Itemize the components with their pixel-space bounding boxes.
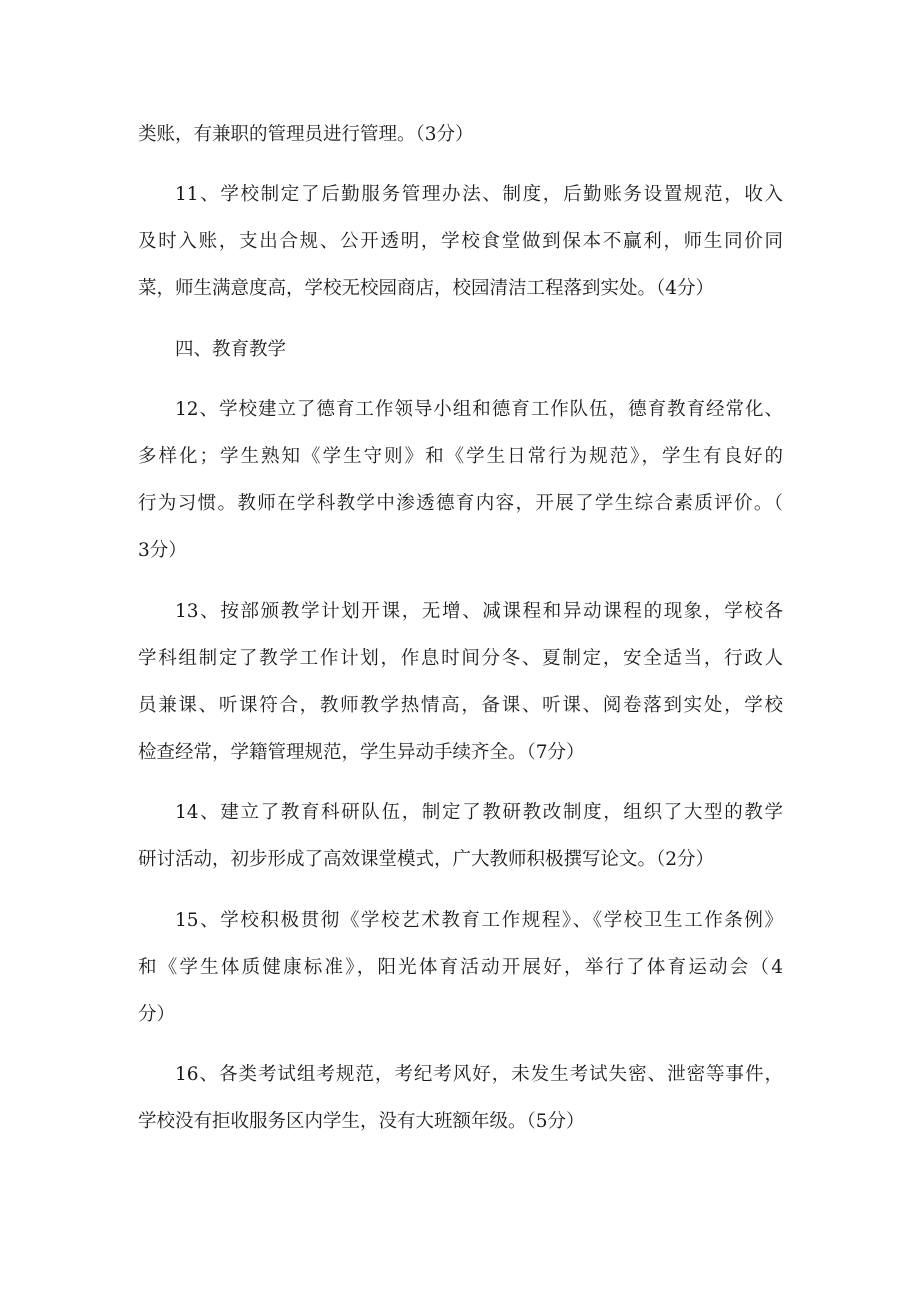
item-16-line-1: 16、各类考试组考规范，考纪考风好，未发生考试失密、泄密等事件， (175, 1064, 783, 1085)
item-14-line-1: 14、建立了教育科研队伍，制定了教研教改制度，组织了大型的教学 (175, 802, 783, 823)
item-16-line-2: 学校没有拒收服务区内学生，没有大班额年级。（5分） (138, 1111, 585, 1132)
item-13-line-3: 员兼课、听课符合，教师教学热情高，备课、听课、阅卷落到实处，学校 (138, 695, 783, 716)
item-12-line-3: 行为习惯。教师在学科教学中渗透德育内容，开展了学生综合素质评价。（ (138, 493, 783, 514)
item-11-line-2: 及时入账，支出合规、公开透明，学校食堂做到保本不赢利，师生同价同 (138, 231, 783, 252)
item-15-line-2: 和《学生体质健康标准》，阳光体育活动开展好，举行了体育运动会（4 (138, 957, 783, 978)
item-12-line-4: 3分） (138, 540, 187, 561)
item-12-line-1: 12、学校建立了德育工作领导小组和德育工作队伍，德育教育经常化、 (175, 399, 783, 420)
item-13-line-1: 13、按部颁教学计划开课，无增、减课程和异动课程的现象，学校各 (175, 601, 783, 622)
item-15-line-3: 分） (138, 1004, 176, 1025)
item-14-line-2: 研讨活动，初步形成了高效课堂模式，广大教师积极撰写论文。（2分） (138, 849, 715, 870)
item-15-line-1: 15、学校积极贯彻《学校艺术教育工作规程》、《学校卫生工作条例》 (175, 910, 783, 931)
item-12-line-2: 多样化；学生熟知《学生守则》和《学生日常行为规范》，学生有良好的 (138, 446, 783, 467)
item-11-line-1: 11、学校制定了后勤服务管理办法、制度，后勤账务设置规范，收入 (175, 184, 783, 205)
section-heading: 四、教育教学 (175, 339, 287, 360)
item-13-line-2: 学科组制定了教学工作计划，作息时间分冬、夏制定，安全适当，行政人 (138, 648, 783, 669)
item-13-line-4: 检查经常，学籍管理规范，学生异动手续齐全。（7分） (138, 742, 585, 763)
text-line: 类账，有兼职的管理员进行管理。（3分） (138, 124, 474, 145)
item-11-line-3: 菜，师生满意度高，学校无校园商店，校园清洁工程落到实处。（4分） (138, 278, 715, 299)
